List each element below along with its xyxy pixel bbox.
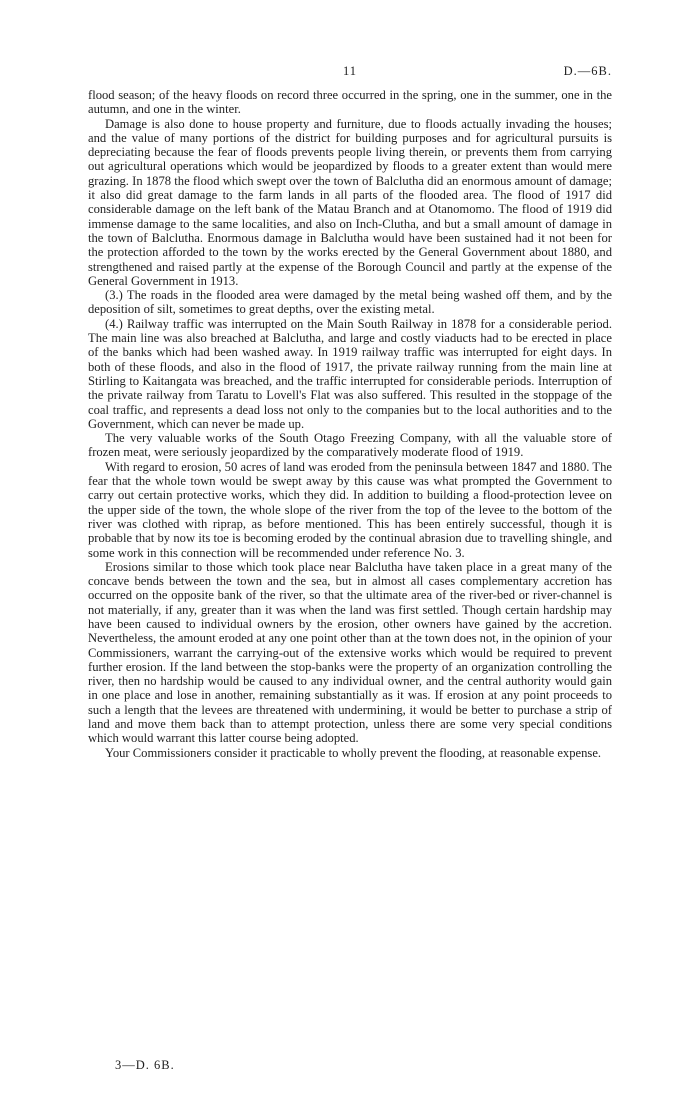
paragraph: The very valuable works of the South Otago Freezing Company, with all the valuable store of frozen meat, were seriously jeopardized by the comparatively moderate flood of 1919.	[88, 431, 612, 460]
paragraph: Your Commissioners consider it practicable to wholly prevent the flooding, at reasonable expense.	[105, 745, 602, 760]
paragraph: With regard to erosion, 50 acres of land was eroded from the peninsula between 1847 and 1880. The fear that the whole town would be swept away by this cause was what prompted the Government to carry out certain protective works, which they did. In addition to building a flood-protection levee on the upper side of the town, the whole slope of the river from the top of the levee to the bottom of the river was clothed with riprap, as before mentioned. This has been entirely successful, though it is probable that by now its toe is becoming eroded by the continual abrasion due to travelling shingle, and some work in this connection will be recommended under reference No. 3.	[88, 459, 612, 560]
paragraph: flood season; of the heavy floods on record three occurred in the spring, one in the summer, one in the autumn, and one in the winter.	[88, 88, 612, 117]
document-reference: D.—6B.	[563, 64, 612, 78]
paragraph: Erosions similar to those which took place near Balclutha have taken place in a great many of the concave bends between the town and the sea, but in almost all cases complementary accretion has occurred on the opposite bank of the river, so that the ultimate area of the river-bed or river-channel is not materially, if any, greater than it was when the land was first settled. Though certain hardship may have been caused to individual owners by the erosion, other owners have gained by the accretion. Nevertheless, the amount eroded at any one point other than at the town does not, in the opinion of your Commissioners, warrant the carrying-out of the extensive works which would be required to prevent further erosion. If the land between the stop-banks were the property of an organization controlling the river, then no hardship would be caused to any individual owner, and the central authority would gain in one place and lose in another, remaining substantially as it was. If erosion at any point proceeds to such a length that the levees are threatened with undermining, it would be better to purchase a strip of land and move them back than to attempt protection, unless there are some very special conditions which would warrant this latter course being adopted.	[88, 559, 612, 746]
body-text	[88, 88, 612, 760]
paragraph: (4.) Railway traffic was interrupted on the Main South Railway in 1878 for a considerable period. The main line was also breached at Balclutha, and large and costly viaducts had to be erected in place of the banks which had been washed away. In 1919 railway traffic was interrupted for eight days. In both of these floods, and also in the flood of 1917, the private railway running from the main line at Stirling to Kaitangata was breached, and the traffic interrupted for considerable periods. Interruption of the private railway from Taratu to Lovell's Flat was also suffered. This resulted in the stoppage of the coal traffic, and represents a dead loss not only to the companies but to the local authorities and to the Government, which can never be made up.	[88, 316, 612, 431]
page-number: 11	[342, 64, 358, 78]
paragraph: (3.) The roads in the flooded area were damaged by the metal being washed off them, and by the deposition of silt, sometimes to great depths, over the existing metal.	[88, 288, 612, 317]
paragraph: Damage is also done to house property and furniture, due to floods actually invading the houses; and the value of many portions of the district for building purposes and for agricultural pursuits is depreciating because the fear of floods prevents people living therein, or prevents them from carrying out agricultural operations which would be jeopardized by floods to a greater extent than would mere grazing. In 1878 the flood which swept over the town of Balclutha did an enormous amount of damage; it also did great damage to the farm lands in all parts of the flooded area. The flood of 1917 did considerable damage on the left bank of the Matau Branch and at Otanomomo. The flood of 1919 did immense damage to the same localities, and also on Inch-Clutha, and but a small amount of damage in the town of Balclutha. Enormous damage in Balclutha would have been sustained had it not been for the protection afforded to the town by the works erected by the General Government about 1880, and strengthened and raised partly at the expense of the Borough Council and partly at the expense of the General Government in 1913.	[88, 116, 612, 288]
signature-reference: 3—D. 6B.	[115, 1058, 175, 1072]
